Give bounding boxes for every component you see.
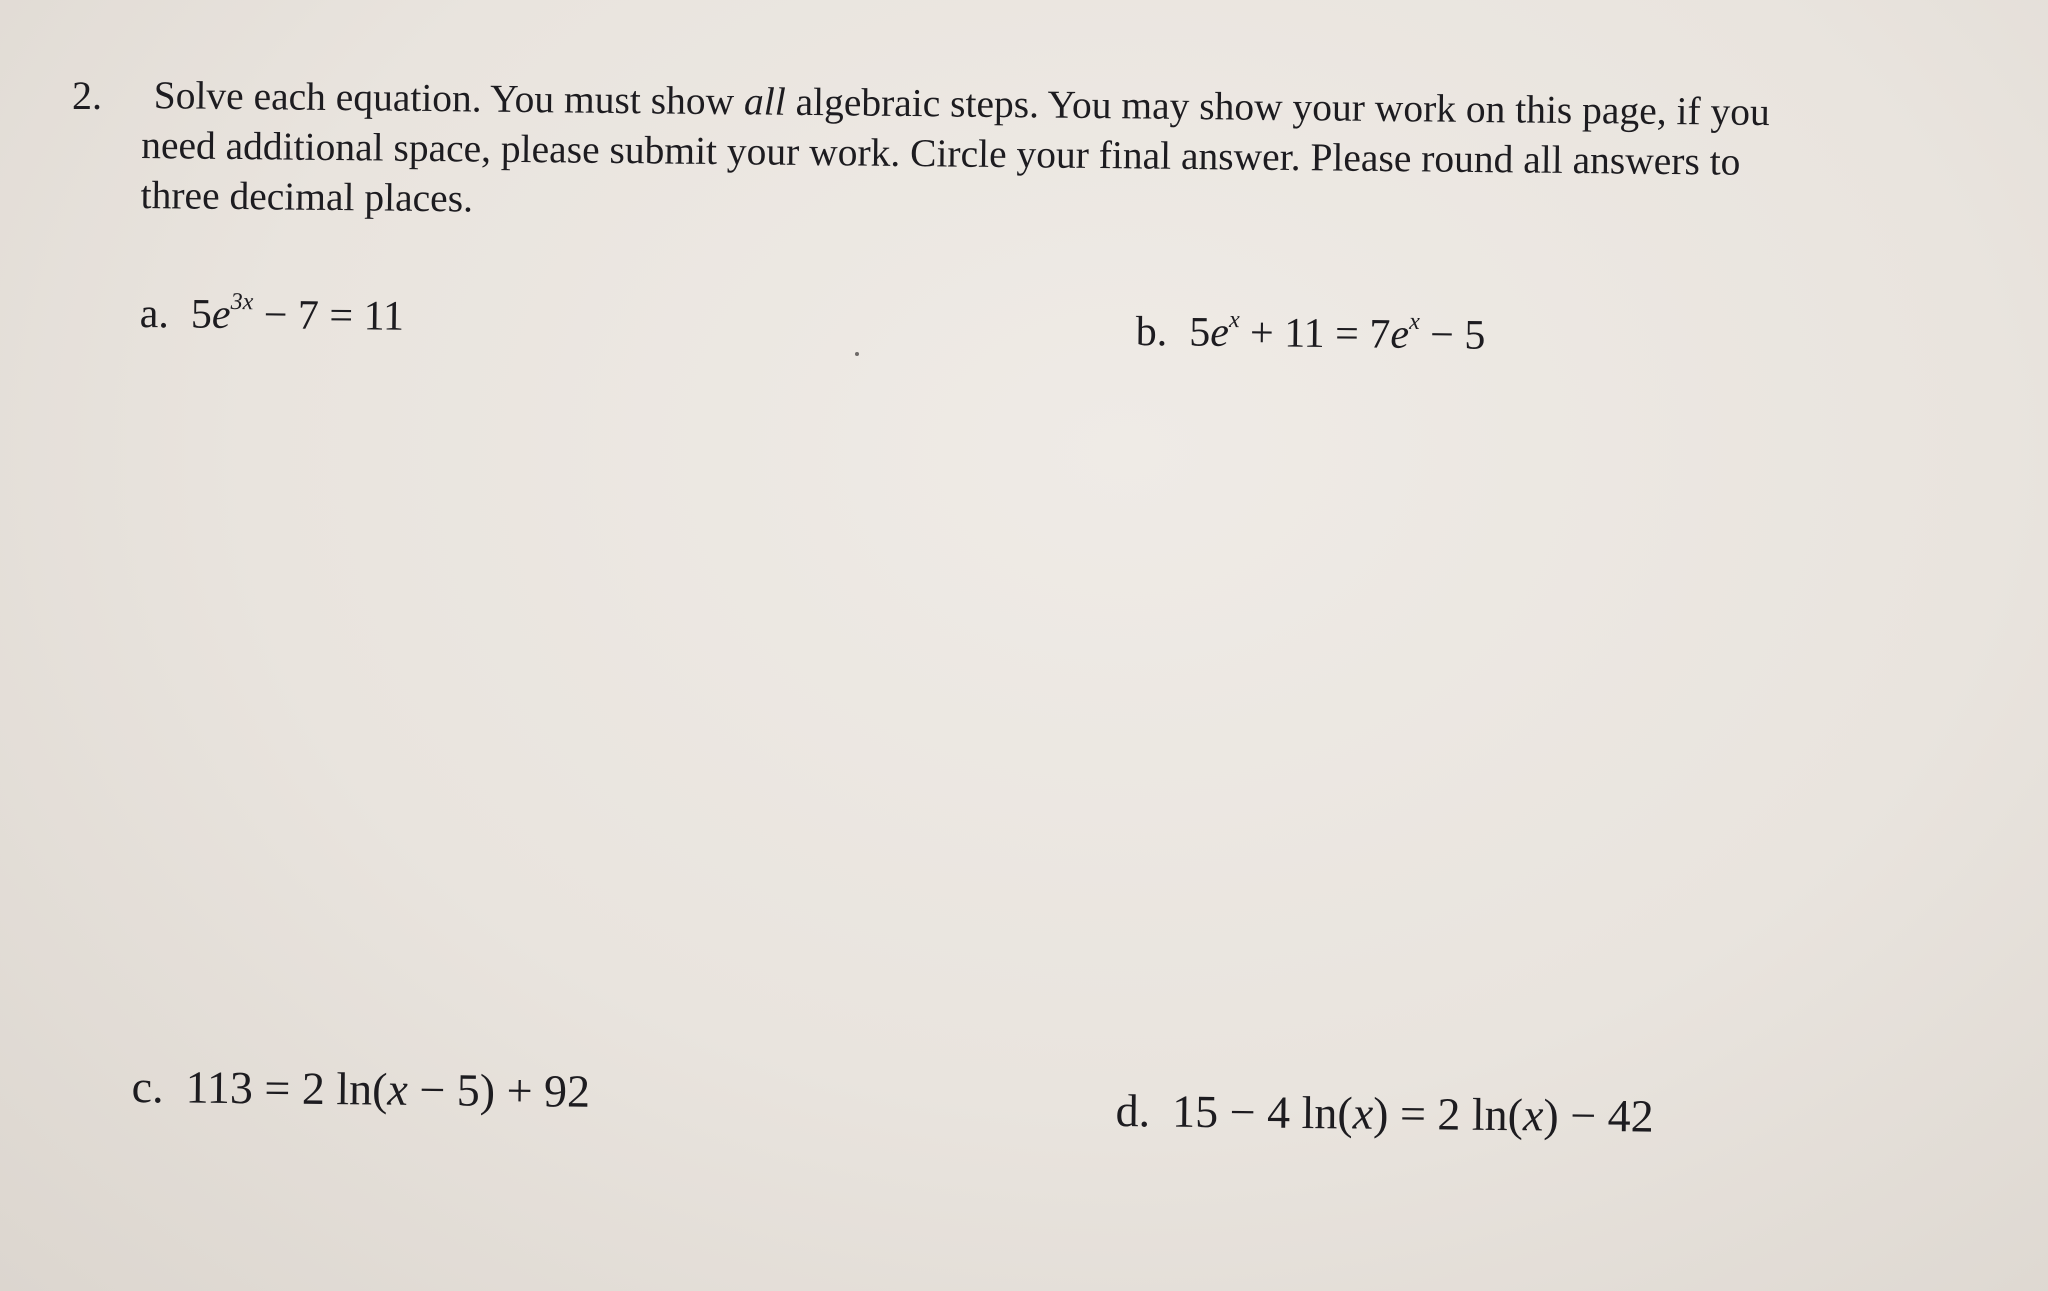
part-b-label: b. bbox=[1135, 308, 1168, 356]
variable-x: x bbox=[387, 1063, 409, 1115]
equation-middle: + 11 = 7 bbox=[1239, 310, 1391, 358]
equation-end: − 5) + 92 bbox=[407, 1063, 591, 1117]
equation-rest: − 5 bbox=[1419, 311, 1486, 359]
instruction-line-3: three decimal places. bbox=[140, 172, 474, 221]
problem-instructions bbox=[140, 70, 1991, 239]
coefficient: 5 bbox=[1189, 309, 1211, 356]
exponent: x bbox=[1228, 306, 1240, 334]
part-c bbox=[131, 1060, 590, 1118]
equation-start: 113 = 2 ln( bbox=[185, 1061, 388, 1115]
variable-x: x bbox=[1522, 1089, 1544, 1141]
problem-number: 2. bbox=[72, 73, 102, 118]
exponent: x bbox=[1409, 308, 1420, 335]
euler-e: e bbox=[211, 291, 231, 338]
part-c-equation bbox=[185, 1062, 590, 1117]
equation-part-2: ) = 2 ln( bbox=[1372, 1087, 1524, 1141]
part-a-equation bbox=[190, 288, 405, 340]
part-c-label: c. bbox=[131, 1061, 164, 1113]
instruction-line-2: need additional space, please submit your work. Circle your final answer. Please round all answers to bbox=[140, 122, 1741, 184]
part-b bbox=[1135, 308, 1485, 360]
part-d bbox=[1115, 1084, 1654, 1143]
part-a bbox=[139, 290, 404, 341]
emphasis-all: all bbox=[743, 79, 786, 124]
equation-rest: − 7 = 11 bbox=[252, 292, 405, 340]
instruction-text: algebraic steps. You may show your work on this page, if you bbox=[785, 79, 1770, 135]
euler-e: e bbox=[1390, 311, 1410, 358]
euler-e: e bbox=[1210, 309, 1230, 356]
part-b-equation bbox=[1189, 306, 1486, 359]
equation-part-3: ) − 42 bbox=[1543, 1089, 1654, 1142]
stray-dot bbox=[855, 352, 859, 356]
instruction-text: Solve each equation. You must show bbox=[153, 73, 745, 124]
coefficient: 5 bbox=[190, 291, 213, 338]
exponent: 3x bbox=[230, 288, 254, 316]
bleed-through-text bbox=[40, 370, 55, 408]
variable-x: x bbox=[1352, 1087, 1374, 1139]
part-a-label: a. bbox=[139, 290, 170, 338]
equation-part-1: 15 − 4 ln( bbox=[1171, 1085, 1354, 1139]
part-d-equation bbox=[1172, 1086, 1654, 1142]
part-d-label: d. bbox=[1115, 1085, 1151, 1137]
